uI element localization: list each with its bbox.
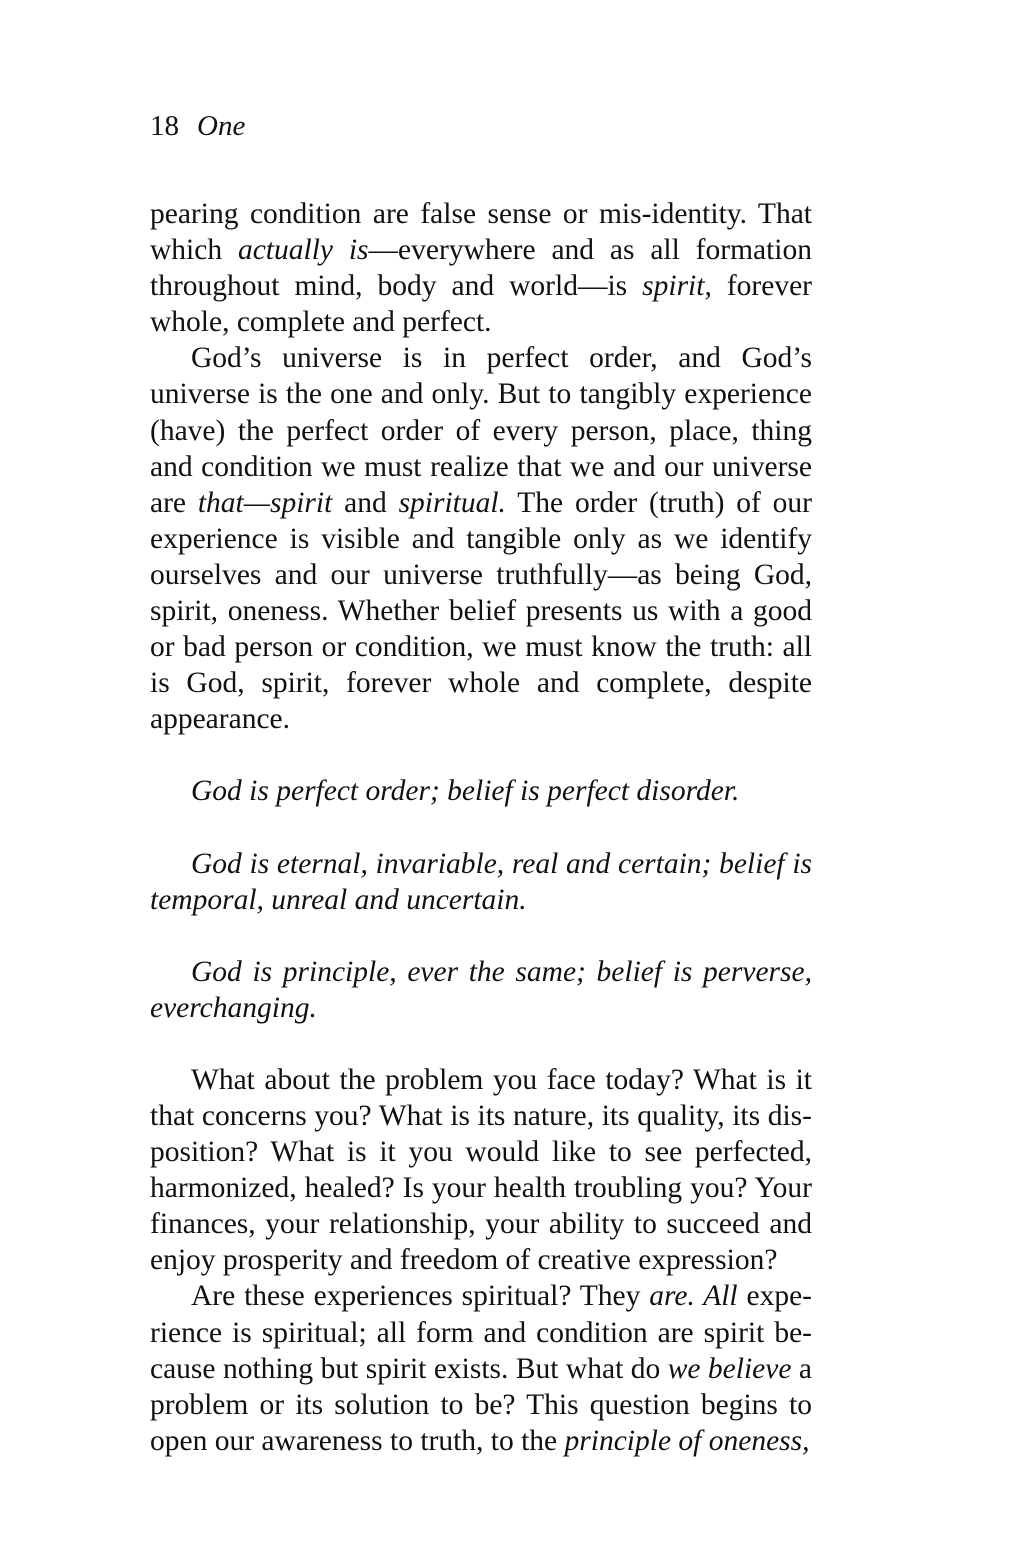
running-head [150,106,245,146]
emphasis: that—spirit [197,486,333,519]
emphasis: principle of oneness, [564,1424,810,1457]
text-run: God’s universe is in perfect order, and God’s universe is the one and only. But to tangibly experience (have) the perfect order of every person, place, thing and condition we must realize that we and our universe are [150,342,812,519]
text-run: and [332,486,399,519]
text-run: The order (truth) of our experience is visible and tangible only as we identify ourselves and our universe truthfully—as being God, spirit, oneness. Whether belief presents us with a good or bad person or condition, we must know the truth: all is God, spirit, forever whole and complete, despite appearance. [150,486,812,736]
emphasis: are. All [649,1280,738,1313]
text-run: experience is spiritual; all form and condition are spirit because nothing but spirit exists. But what do [150,1280,812,1385]
italic-statement: God is eternal, invariable, real and certain; belief is temporal, unreal and uncertain. [150,847,812,916]
paragraph-continued [150,196,812,340]
body-text [150,196,812,1459]
emphasis: spirit, [642,270,712,303]
paragraph [150,340,812,737]
text-run: forever whole, complete and perfect. [150,270,812,339]
emphasis: we believe [667,1352,792,1385]
section-title: One [197,110,246,142]
text-run: pearing condition are false sense or mis-identity. That which [150,198,812,267]
text-run: a problem or its solution to be? This question begins to open our awareness to truth, to the [150,1352,813,1457]
paragraph [150,1278,812,1458]
text-run: —everywhere and as all formation throughout mind, body and world—is [150,234,813,303]
emphasis: actually is [237,234,369,267]
emphasis: spiritual. [398,486,506,519]
paragraph: What about the problem you face today? What is it that concerns you? What is its nature, its quality, its disposition? What is it you would like to see perfected, harmonized, healed? Is your health troubling you? Your finances, your relationship, your ability to succeed and enjoy prosperity and freedom of creative expression? [150,1063,812,1277]
page-number: 18 [150,110,179,142]
italic-statement: God is principle, ever the same; belief is perverse, everchanging. [150,955,812,1024]
text-run: Are these experiences spiritual? They [191,1280,650,1313]
italic-statement: God is perfect order; belief is perfect disorder. [191,775,740,808]
